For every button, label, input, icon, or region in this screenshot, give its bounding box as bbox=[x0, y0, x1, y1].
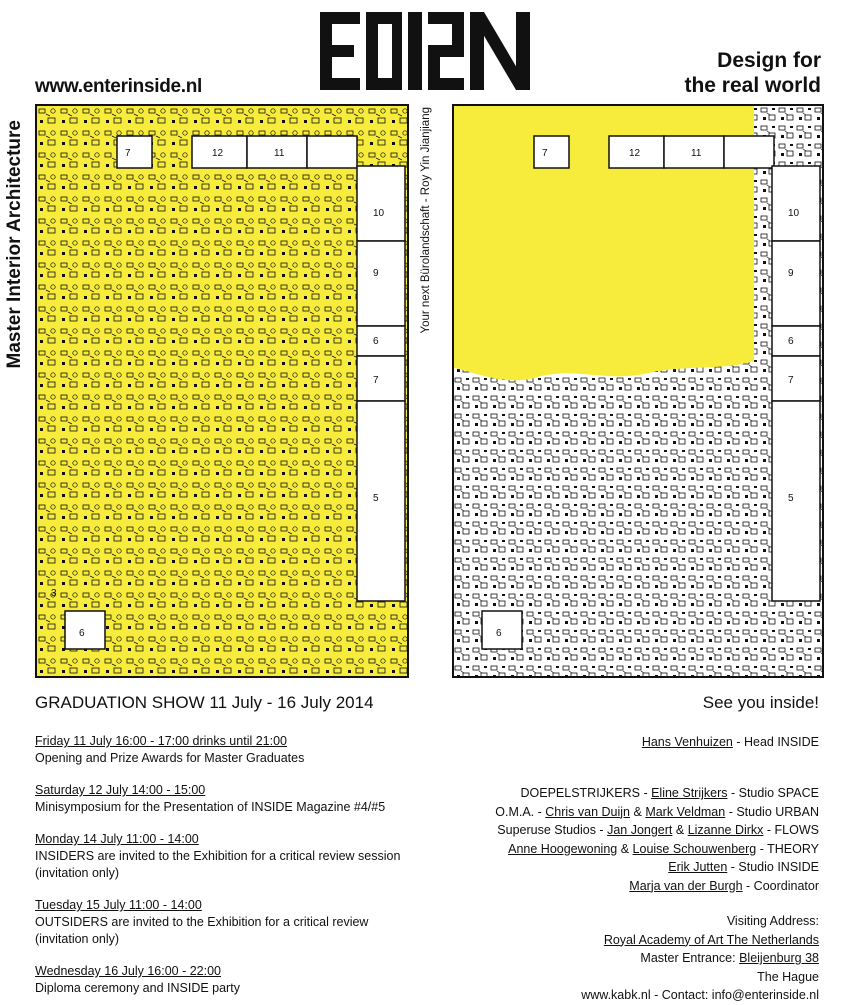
event-desc: Minisymposium for the Presentation of INSIDE Magazine #4/#5 bbox=[35, 800, 386, 814]
entrance-street[interactable]: Bleijenburg 38 bbox=[739, 951, 819, 965]
credit-studio: - THEORY bbox=[756, 841, 819, 856]
address-label: Visiting Address: bbox=[726, 914, 819, 928]
svg-text:7: 7 bbox=[788, 375, 794, 386]
svg-text:10: 10 bbox=[373, 208, 385, 219]
event-friday bbox=[35, 733, 304, 767]
credit-and: & bbox=[672, 823, 688, 837]
credit-studio: - Studio URBAN bbox=[725, 804, 819, 819]
address-block bbox=[581, 912, 819, 1005]
event-desc: Diploma ceremony and INSIDE party bbox=[35, 981, 240, 995]
credit-org: DOEPELSTRIJKERS - bbox=[520, 786, 652, 800]
tagline-line2: the real world bbox=[684, 74, 821, 97]
credit-name[interactable]: Eline Strijkers bbox=[651, 786, 728, 800]
project-credit: Your next Bürolandschaft - Roy Yin Jianjiang bbox=[420, 107, 432, 334]
svg-text:6: 6 bbox=[496, 628, 502, 639]
entrance-label: Master Entrance: bbox=[640, 951, 740, 965]
credit-studio: - Studio SPACE bbox=[727, 786, 819, 800]
svg-text:3: 3 bbox=[51, 588, 57, 599]
credit-studio: - FLOWS bbox=[763, 823, 819, 837]
svg-text:6: 6 bbox=[79, 628, 85, 639]
program-title: Master Interior Architecture bbox=[4, 120, 25, 369]
credit-org: O.M.A. - bbox=[495, 804, 546, 819]
credit-name[interactable]: Anne Hoogewoning bbox=[508, 841, 618, 856]
credit-line bbox=[495, 803, 819, 822]
credit-name[interactable]: Louise Schouwenberg bbox=[632, 841, 757, 856]
event-date: Monday 14 July 11:00 - 14:00 bbox=[35, 832, 199, 846]
credit-line bbox=[495, 858, 819, 877]
credit-org: Superuse Studios - bbox=[497, 823, 608, 837]
event-desc: OUTSIDERS are invited to the Exhibition for a critical review bbox=[35, 915, 369, 929]
credit-studio: - Studio INSIDE bbox=[727, 860, 819, 874]
event-note: (invitation only) bbox=[35, 932, 120, 946]
event-date: Tuesday 15 July 11:00 - 14:00 bbox=[35, 898, 202, 912]
contact-line[interactable]: www.kabk.nl - Contact: info@enterinside.nl bbox=[581, 988, 819, 1002]
event-tuesday bbox=[35, 897, 368, 948]
svg-text:6: 6 bbox=[373, 336, 379, 347]
inside-logo bbox=[320, 12, 532, 90]
event-desc: INSIDERS are invited to the Exhibition for a critical review session bbox=[35, 849, 401, 863]
credit-name[interactable]: Hans Venhuizen bbox=[641, 735, 733, 749]
svg-text:10: 10 bbox=[788, 208, 800, 219]
event-date: Wednesday 16 July 16:00 - 22:00 bbox=[35, 964, 222, 978]
credit-studio: - Coordinator bbox=[742, 878, 819, 893]
credit-name[interactable]: Mark Veldman bbox=[645, 804, 726, 819]
event-date: Friday 11 July 16:00 - 17:00 drinks until 21:00 bbox=[35, 734, 287, 748]
credit-name[interactable]: Erik Jutten bbox=[668, 860, 728, 874]
svg-text:6: 6 bbox=[788, 336, 794, 347]
credit-name[interactable]: Jan Jongert bbox=[607, 823, 673, 837]
svg-text:11: 11 bbox=[274, 148, 285, 159]
floor-plan-left bbox=[35, 104, 409, 678]
see-you-inside: See you inside! bbox=[702, 693, 819, 712]
event-desc: Opening and Prize Awards for Master Graduates bbox=[35, 751, 305, 765]
credit-name[interactable]: Marja van der Burgh bbox=[629, 878, 743, 893]
svg-text:7: 7 bbox=[542, 148, 548, 159]
credit-head bbox=[642, 733, 819, 752]
credit-line bbox=[495, 877, 819, 896]
svg-text:5: 5 bbox=[373, 493, 379, 504]
svg-text:7: 7 bbox=[373, 375, 379, 386]
credit-and: & bbox=[617, 841, 633, 856]
credit-name[interactable]: Chris van Duijn bbox=[545, 804, 631, 819]
show-title: GRADUATION SHOW 11 July - 16 July 2014 bbox=[35, 693, 374, 712]
academy-link[interactable]: Royal Academy of Art The Netherlands bbox=[603, 932, 819, 947]
entrance bbox=[581, 949, 819, 968]
event-date: Saturday 12 July 14:00 - 15:00 bbox=[35, 783, 206, 797]
credit-list bbox=[495, 784, 819, 895]
city: The Hague bbox=[757, 969, 819, 984]
credit-and: & bbox=[630, 804, 646, 819]
event-wednesday bbox=[35, 963, 240, 997]
credit-role: - Head INSIDE bbox=[732, 735, 819, 749]
svg-text:12: 12 bbox=[629, 148, 641, 159]
svg-text:9: 9 bbox=[788, 268, 794, 279]
tagline bbox=[684, 48, 821, 98]
event-note: (invitation only) bbox=[35, 866, 120, 880]
credit-line bbox=[495, 821, 819, 840]
event-saturday bbox=[35, 782, 385, 816]
website-url[interactable]: www.enterinside.nl bbox=[35, 76, 203, 97]
credit-line bbox=[495, 840, 819, 859]
svg-text:12: 12 bbox=[212, 148, 224, 159]
credit-line bbox=[495, 784, 819, 803]
svg-text:11: 11 bbox=[691, 148, 702, 159]
tagline-line1: Design for bbox=[717, 49, 821, 72]
svg-text:7: 7 bbox=[125, 148, 131, 159]
floor-plan-right bbox=[452, 104, 824, 678]
credit-name[interactable]: Lizanne Dirkx bbox=[687, 823, 764, 837]
event-monday bbox=[35, 831, 400, 882]
svg-text:9: 9 bbox=[373, 268, 379, 279]
svg-text:5: 5 bbox=[788, 493, 794, 504]
